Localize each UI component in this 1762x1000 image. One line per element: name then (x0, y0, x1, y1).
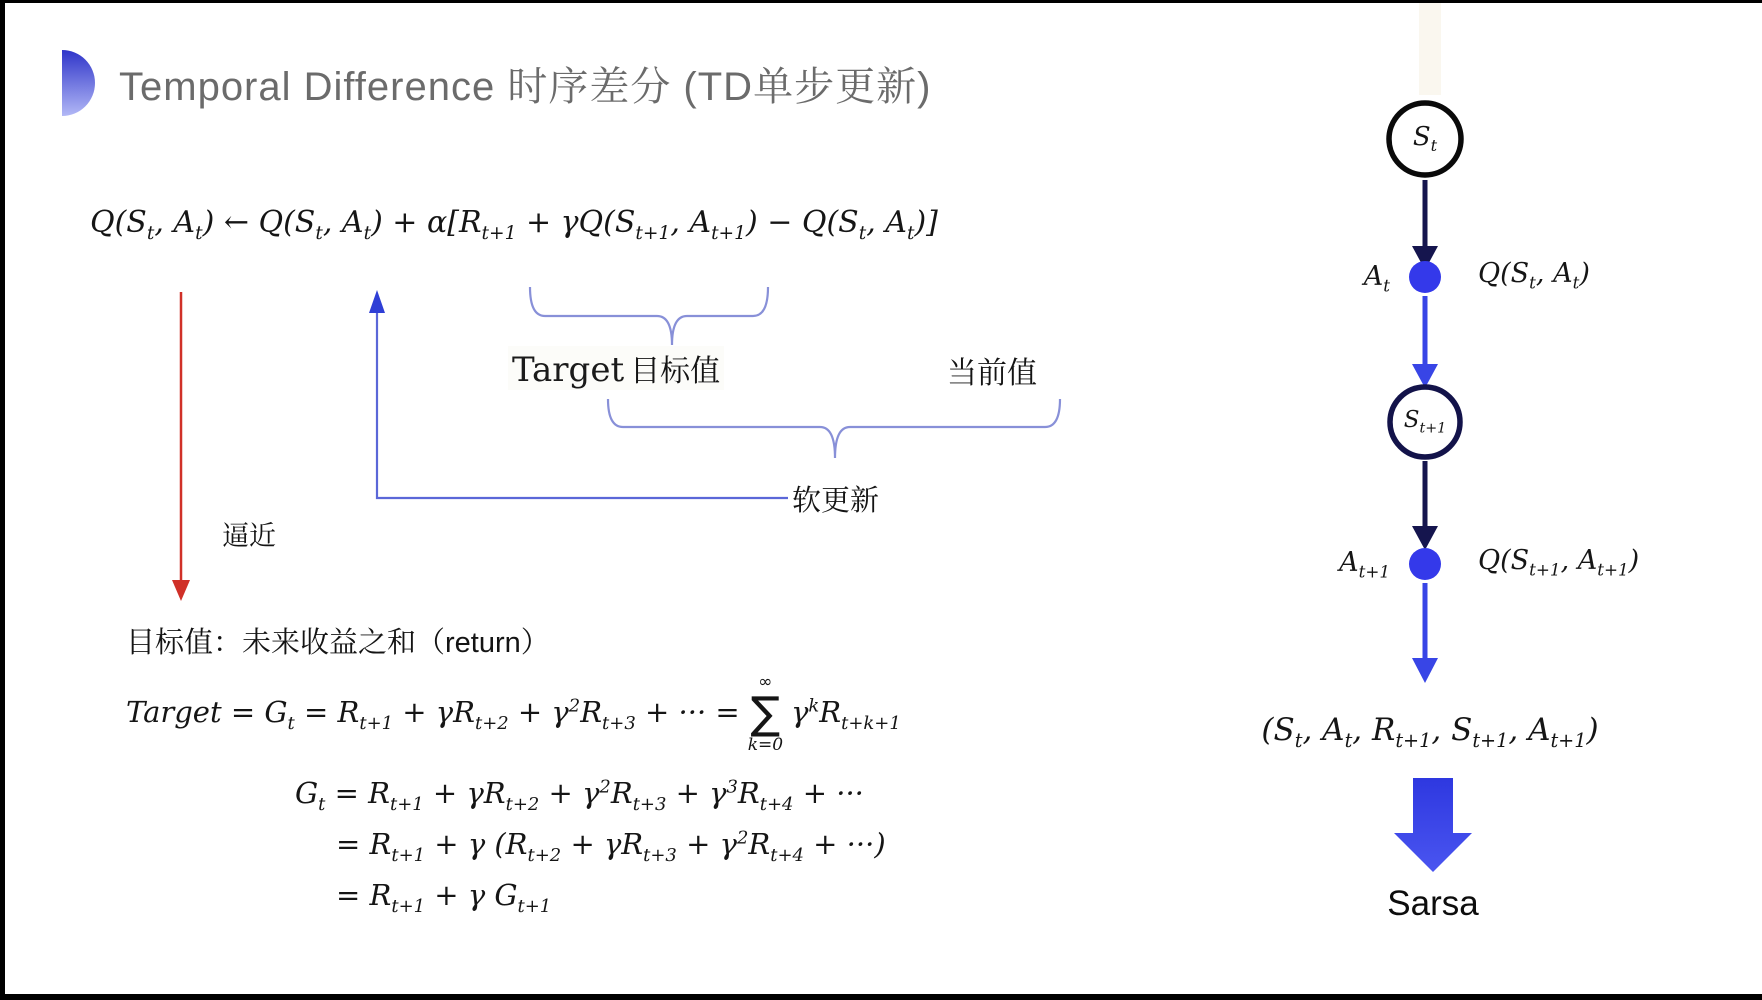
q-value-t-label: $Q(S_t$, $A_t$) (1478, 258, 1590, 293)
target-formula-prefix: Target = $G_t = R_{t+1} + \gamma R_{t+2} + \gamma^2R_{t+3}$ + ··· = (126, 694, 740, 734)
action-t1-dot (1409, 548, 1441, 580)
difference-underbrace (608, 399, 1060, 458)
target-return-formula (126, 668, 901, 760)
td-update-formula: $Q(S_t$, $A_t$) ← $Q(S_t$, $A_t) + \alpha[R_{t+1} + \gamma Q(S_{t+1}$, $A_{t+1}) - Q(S_t$, $A_t$)] (90, 205, 938, 244)
current-value-label: 当前值 (947, 357, 1037, 390)
target-underbrace (530, 287, 768, 345)
approach-label: 逼近 (222, 521, 276, 551)
summation-symbol (748, 674, 783, 754)
gt-derivation-line-3: = $R_{t+1} + \gamma$ $G_{t+1}$ (336, 878, 552, 917)
page-title: Temporal Difference 时序差分 (TD单步更新) (119, 64, 932, 109)
q-value-t1-label: $Q(S_{t+1}$, $A_{t+1}$) (1478, 545, 1640, 580)
summation-lower-limit: k=0 (747, 735, 784, 755)
state-t1-node-label: $S_{t+1}$ (1403, 407, 1447, 437)
approach-arrow-head (172, 580, 190, 601)
summation-upper-limit: ∞ (758, 672, 773, 692)
sarsa-block-arrow (1394, 778, 1472, 872)
sarsa-algorithm-label: Sarsa (1387, 884, 1479, 923)
target-label-en: Target (512, 350, 625, 390)
action-t1-label: $A_{t+1}$ (1339, 547, 1390, 582)
sigma-icon: ∑ (750, 688, 781, 739)
sarsa-tuple-label: ($S_t$, $A_t$, $R_{t+1}$, $S_{t+1}$, $A_{t+1}$) (1261, 712, 1599, 753)
action-t-dot (1409, 261, 1441, 293)
soft-update-label: 软更新 (792, 485, 880, 517)
gt-derivation-line-2: = $R_{t+1} + \gamma$ ($R_{t+2} + \gamma R_{t+3} + \gamma^2R_{t+4}$ + ···) (336, 827, 886, 866)
target-formula-suffix: $\gamma^kR_{t+k+1}$ (791, 694, 901, 734)
target-label (508, 346, 724, 390)
arrow-st1-to-at1-head (1412, 526, 1438, 550)
action-t-label: $A_t$ (1363, 261, 1390, 296)
return-definition-note: 目标值：未来收益之和（return） (126, 627, 550, 659)
arrow-at1-to-tuple-head (1412, 658, 1438, 683)
target-label-zh: 目标值 (630, 355, 721, 388)
soft-update-connector-line (377, 305, 788, 498)
state-t-node-label: $S_t$ (1412, 122, 1438, 156)
soft-update-arrow-head (369, 290, 385, 313)
gt-derivation-line-1: $G_t = R_{t+1} + \gamma R_{t+2} + \gamma^2R_{t+3} + \gamma^3R_{t+4}$ + ··· (295, 776, 864, 815)
